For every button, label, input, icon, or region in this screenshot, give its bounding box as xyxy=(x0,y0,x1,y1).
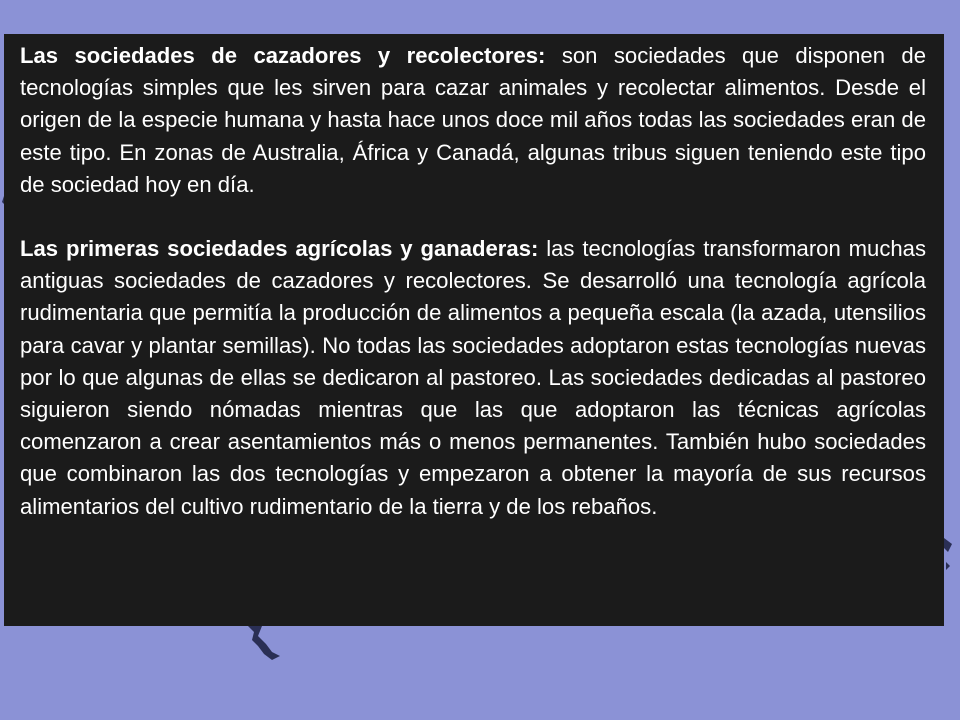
paragraph-agricultural-societies xyxy=(20,233,926,523)
paragraph-heading: Las primeras sociedades agrícolas y ganaderas: xyxy=(20,236,539,262)
text-content-box xyxy=(4,34,944,626)
paragraph-body: las tecnologías transformaron muchas antiguas sociedades de cazadores y recolectores. Se desarrolló una tecnología agrícola rudimentaria que permitía la producción de alimentos a pequeña escala (la azada, utensilios para cavar y plantar semillas). No todas las sociedades adoptaron estas tecnologías nuevas por lo que algunas de ellas se dedicaron al pastoreo. Las sociedades dedicadas al pastoreo siguieron siendo nómadas mientras que las que adoptaron las técnicas agrícolas comenzaron a crear asentamientos más o menos permanentes. También hubo sociedades que combinaron las dos tecnologías y empezaron a obtener la mayoría de sus recursos alimentarios del cultivo rudimentario de la tierra y de los rebaños. xyxy=(20,236,926,519)
map-fragment-right-1 xyxy=(944,538,952,552)
map-fragment-bottom xyxy=(248,626,280,660)
paragraph-heading: Las sociedades de cazadores y recolectores: xyxy=(20,43,546,68)
paragraph-body: son sociedades que disponen de tecnologías simples que les sirven para cazar animales y recolectar alimentos. Desde el origen de la especie humana y hasta hace unos doce mil años todas las sociedades eran de este tipo. En zonas de Australia, África y Canadá, algunas tribus siguen teniendo este tipo de sociedad hoy en día. xyxy=(20,43,926,197)
paragraph-hunter-gatherers xyxy=(20,40,926,201)
map-fragment-right-2 xyxy=(946,562,950,570)
